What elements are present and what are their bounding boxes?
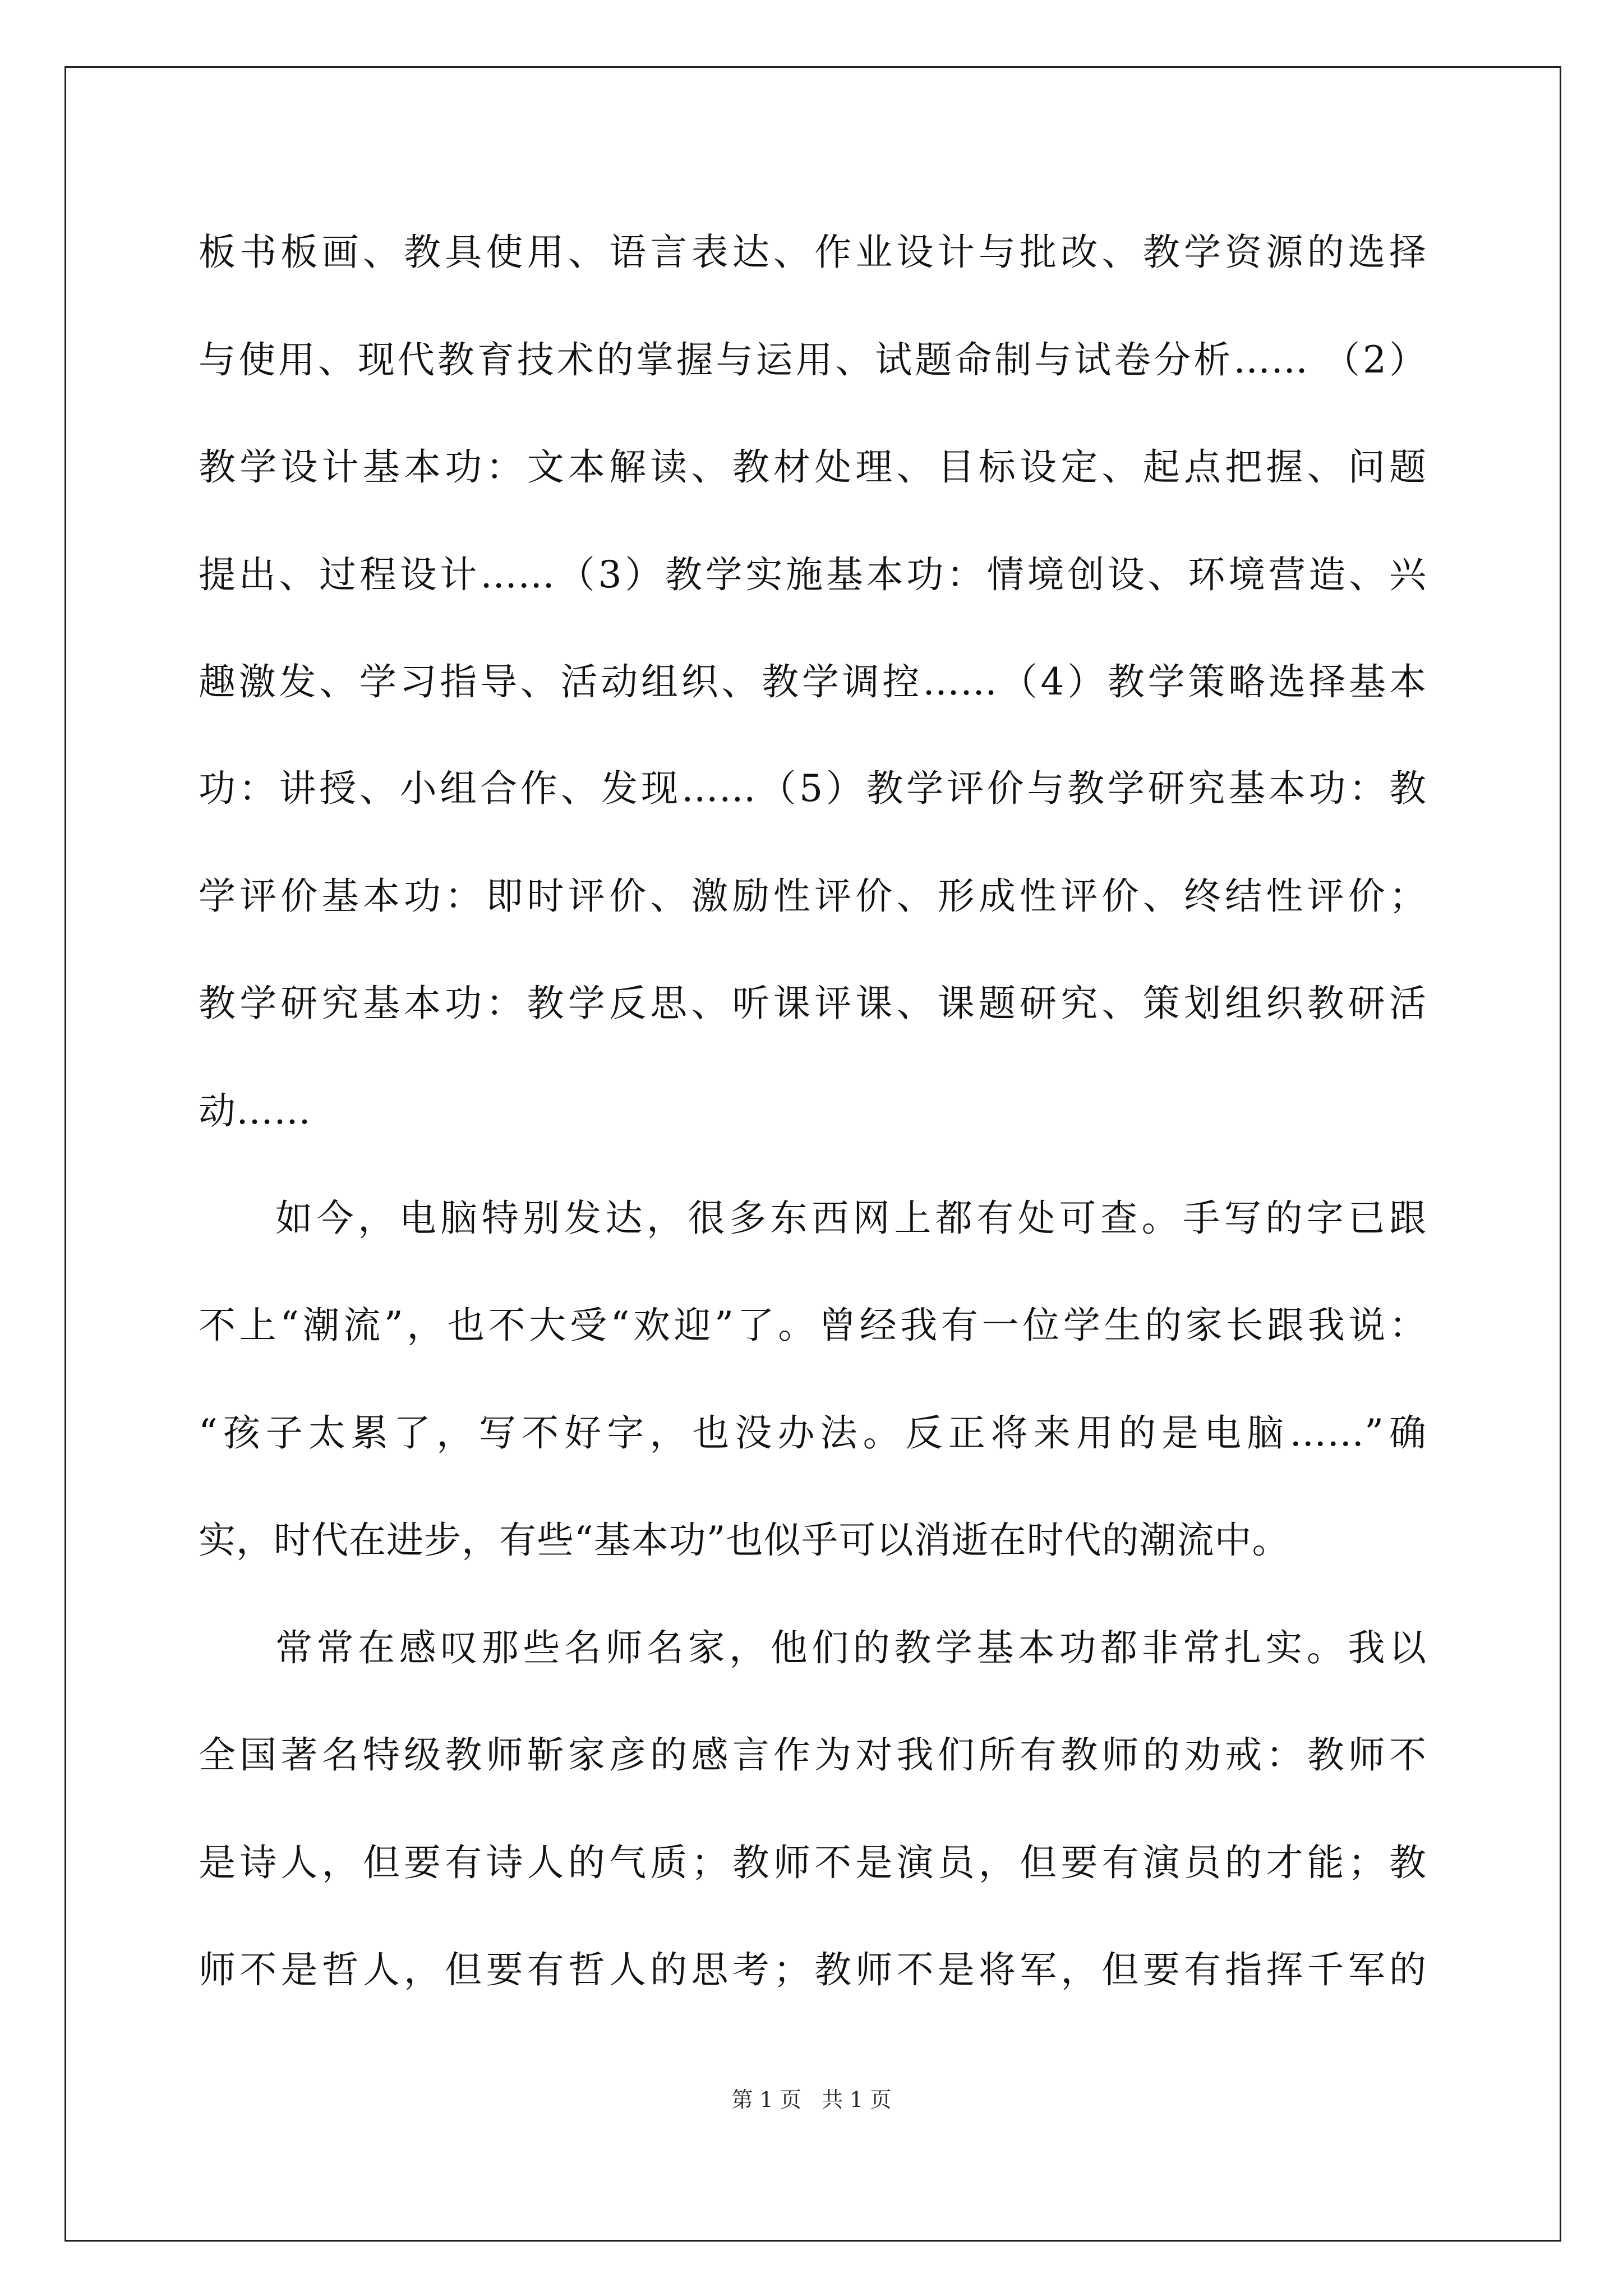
text-line: 实，时代在进步，有些“基本功”也似乎可以消逝在时代的潮流中。 bbox=[199, 1519, 1290, 1562]
text-line: 教学设计基本功：文本解读、教材处理、目标设定、起点把握、问题 bbox=[199, 445, 1427, 489]
page-border bbox=[64, 66, 1561, 2242]
text-line: 不上“潮流”，也不大受“欢迎”了。曾经我有一位学生的家长跟我说： bbox=[199, 1304, 1427, 1347]
text-line: 趣激发、学习指导、活动组织、教学调控……（4）教学策略选择基本 bbox=[199, 660, 1427, 703]
text-line: 动…… bbox=[199, 1089, 311, 1133]
text-line: 功：讲授、小组合作、发现……（5）教学评价与教学研究基本功：教 bbox=[199, 767, 1427, 810]
text-line: 教学研究基本功：教学反思、听课评课、课题研究、策划组织教研活 bbox=[199, 982, 1427, 1025]
text-line: 师不是哲人，但要有哲人的思考；教师不是将军，但要有指挥千军的 bbox=[199, 1948, 1427, 1991]
text-line: 全国著名特级教师靳家彦的感言作为对我们所有教师的劝戒：教师不 bbox=[199, 1733, 1427, 1777]
text-line: 板书板画、教具使用、语言表达、作业设计与批改、教学资源的选择 bbox=[199, 231, 1427, 274]
paragraph-first-line: 常常在感叹那些名师名家，他们的教学基本功都非常扎实。我以 bbox=[275, 1626, 1427, 1669]
text-line: 与使用、现代教育技术的掌握与运用、试题命制与试卷分析…… （2） bbox=[199, 338, 1427, 381]
page-number: 第 1 页 共 1 页 bbox=[731, 2087, 892, 2112]
text-line: 提出、过程设计……（3）教学实施基本功：情境创设、环境营造、兴 bbox=[199, 553, 1427, 596]
paragraph-first-line: 如今，电脑特别发达，很多东西网上都有处可查。手写的字已跟 bbox=[275, 1197, 1427, 1240]
text-line: 学评价基本功：即时评价、激励性评价、形成性评价、终结性评价； bbox=[199, 875, 1427, 918]
text-line: 是诗人，但要有诗人的气质；教师不是演员，但要有演员的才能；教 bbox=[199, 1841, 1427, 1884]
text-line: “孩子太累了，写不好字，也没办法。反正将来用的是电脑……”确 bbox=[199, 1411, 1427, 1455]
